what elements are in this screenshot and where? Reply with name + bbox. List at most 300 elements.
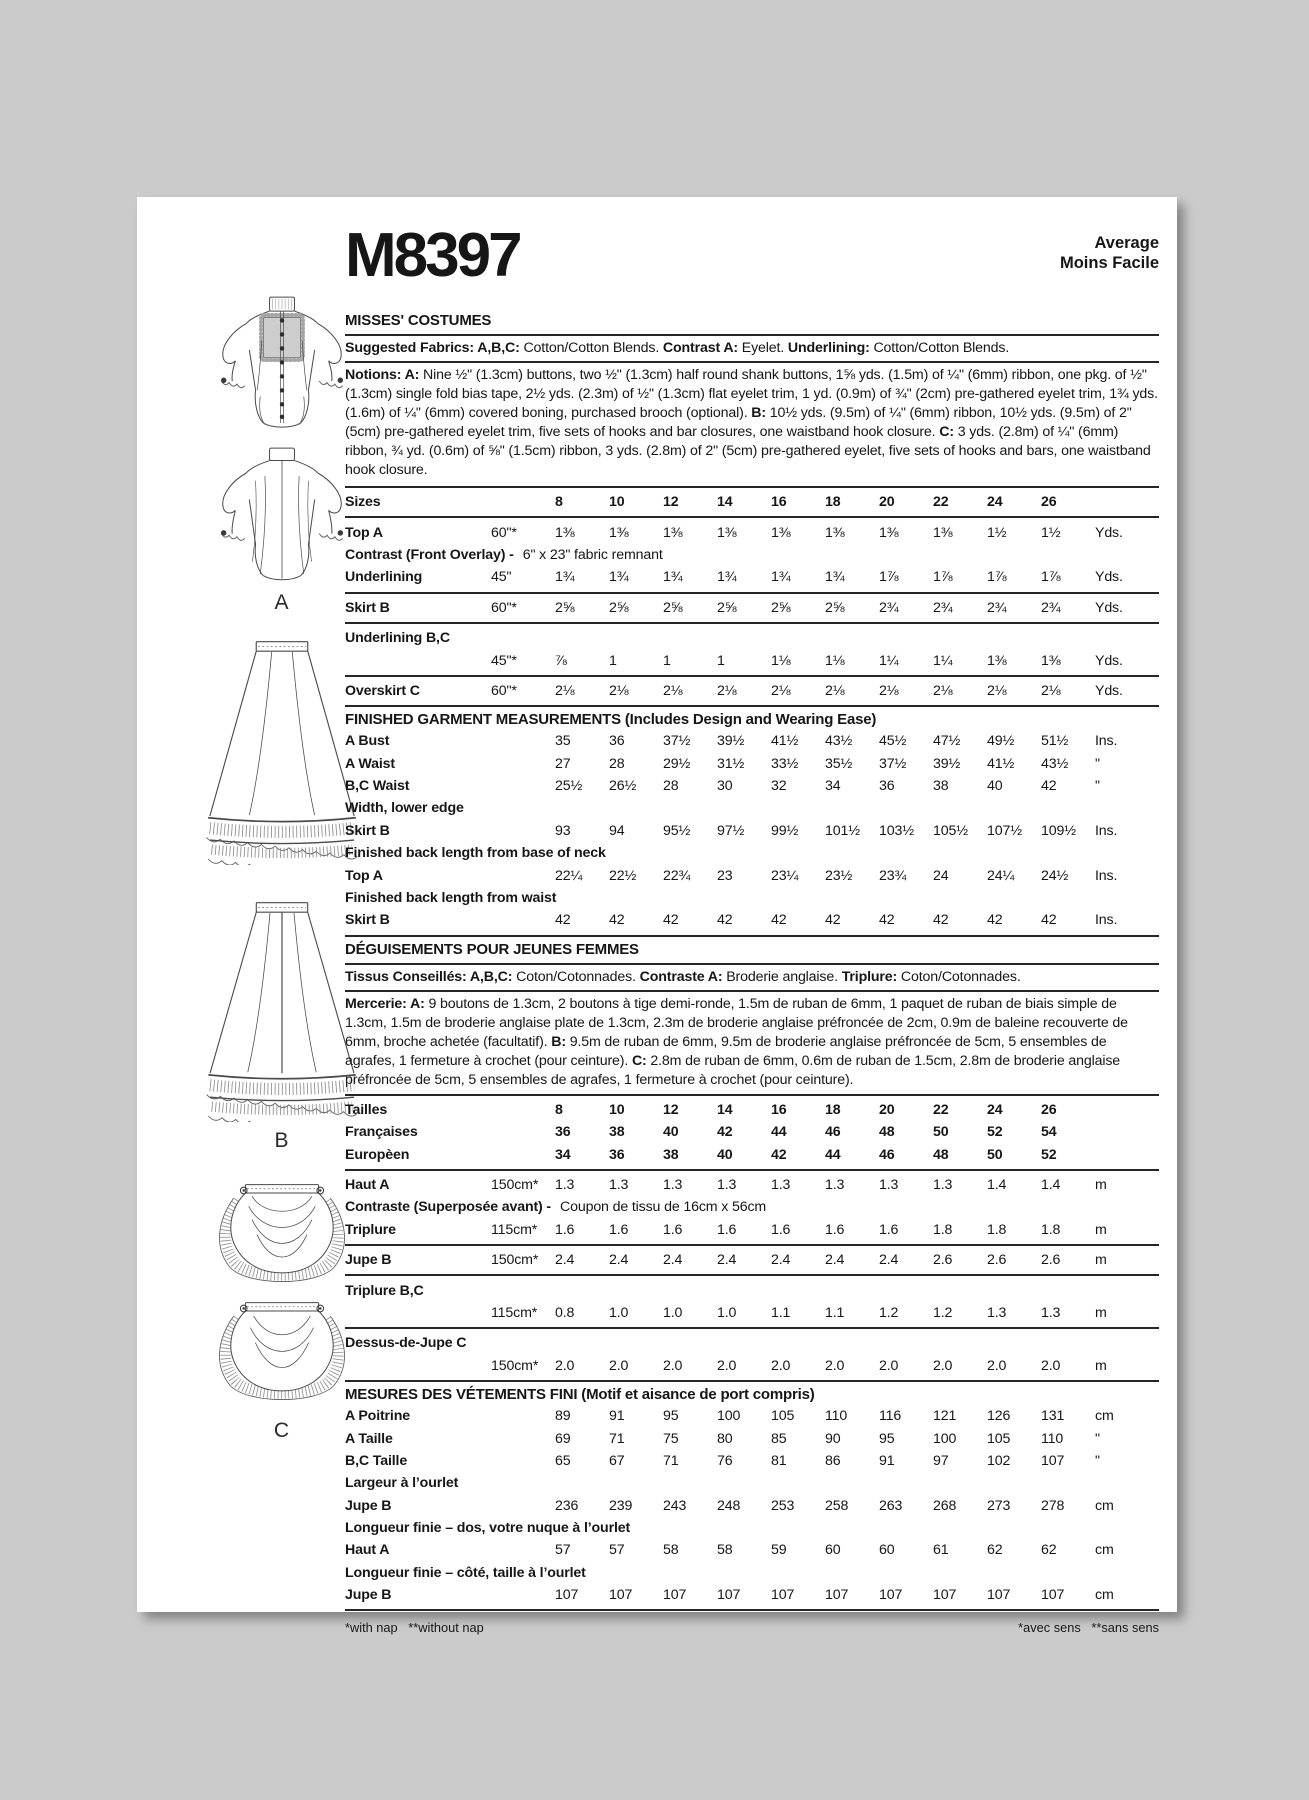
row-subheading: Dessus-de-Jupe C xyxy=(345,1335,467,1352)
cell-value: 107 xyxy=(933,1587,957,1604)
difficulty-english: Average xyxy=(1094,234,1159,252)
yardage-table-en xyxy=(345,486,1159,707)
row-label: Haut A xyxy=(345,1542,390,1559)
divider xyxy=(345,1244,1159,1246)
cell-value: 69 xyxy=(555,1430,571,1447)
cell-value: 1.3 xyxy=(879,1177,899,1193)
cell-value: 1.2 xyxy=(879,1304,899,1321)
cell-value: 1.3 xyxy=(555,1177,575,1193)
cell-value: 37½ xyxy=(663,733,691,750)
cell-value: 58 xyxy=(717,1542,733,1559)
content-column xyxy=(345,221,1159,1636)
row-label: A Taille xyxy=(345,1430,393,1447)
cell-value: 2.6 xyxy=(933,1252,953,1269)
cell-value: 42 xyxy=(771,1146,787,1163)
divider xyxy=(345,1169,1159,1171)
cell-value: 58 xyxy=(663,1542,679,1559)
row-spec: 60"* xyxy=(491,682,517,699)
table-row xyxy=(345,820,1159,842)
cell-value: 45½ xyxy=(879,733,907,750)
table-row xyxy=(345,544,1159,566)
cell-value: 1.4 xyxy=(1041,1177,1061,1193)
cell-value: 105½ xyxy=(933,822,968,839)
divider xyxy=(345,516,1159,518)
cell-value: 1⅛ xyxy=(825,652,845,669)
table-row xyxy=(345,566,1159,588)
cell-value: 0.8 xyxy=(555,1304,575,1321)
divider xyxy=(345,592,1159,594)
row-label: Triplure xyxy=(345,1221,396,1238)
finished-measurements-table-en xyxy=(345,730,1159,937)
cell-value: 107 xyxy=(1041,1587,1065,1604)
row-unit: Yds. xyxy=(1095,682,1123,699)
table-row xyxy=(345,1143,1159,1165)
cell-value: 42 xyxy=(987,912,1003,929)
cell-value: 75 xyxy=(663,1430,679,1447)
cell-value: 42 xyxy=(717,912,733,929)
cell-value: 37½ xyxy=(879,755,907,772)
cell-value: 1⅜ xyxy=(987,652,1007,669)
cell-value: 1.4 xyxy=(987,1177,1007,1193)
row-subheading: Longueur finie – dos, votre nuque à l’ourlet xyxy=(345,1520,631,1537)
row-unit: Yds. xyxy=(1095,599,1123,616)
cell-value: 1.6 xyxy=(717,1221,737,1238)
row-label: Haut A xyxy=(345,1177,390,1193)
cell-value: 1⅞ xyxy=(987,569,1007,586)
cell-value: 239 xyxy=(609,1497,633,1514)
table-row xyxy=(345,1174,1159,1196)
cell-value: 23 xyxy=(717,867,733,884)
row-subheading: Largeur à l’ourlet xyxy=(345,1475,459,1492)
cell-value: 1.8 xyxy=(933,1221,953,1238)
row-label: Françaises xyxy=(345,1124,418,1141)
cell-value: 2.6 xyxy=(1041,1252,1061,1269)
cell-value: 2.0 xyxy=(987,1357,1007,1374)
cell-value: 10 xyxy=(609,1101,625,1118)
cell-value: 2.4 xyxy=(771,1252,791,1269)
row-label: Jupe B xyxy=(345,1252,392,1269)
view-b-back-illustration xyxy=(196,901,368,1122)
cell-value: 1¼ xyxy=(879,652,899,669)
cell-value: 2⅝ xyxy=(771,599,791,616)
cell-value: 50 xyxy=(987,1146,1003,1163)
cell-value: 2.0 xyxy=(609,1357,629,1374)
cell-value: 67 xyxy=(609,1452,625,1469)
cell-value: 97½ xyxy=(717,822,745,839)
cell-value: 57 xyxy=(609,1542,625,1559)
table-row xyxy=(345,1472,1159,1494)
cell-value: 1.3 xyxy=(1041,1304,1061,1321)
cell-value: 24¼ xyxy=(987,867,1015,884)
row-unit: cm xyxy=(1095,1587,1114,1604)
cell-value: 243 xyxy=(663,1497,687,1514)
cell-value: 107 xyxy=(771,1587,795,1604)
row-unit: m xyxy=(1095,1252,1107,1269)
row-unit: cm xyxy=(1095,1542,1114,1559)
cell-value: 38 xyxy=(933,778,949,795)
divider xyxy=(345,1609,1159,1611)
cell-value: 16 xyxy=(771,494,787,511)
cell-value: 1⅜ xyxy=(555,524,575,541)
table-row xyxy=(345,1302,1159,1324)
row-unit: Yds. xyxy=(1095,652,1123,669)
cell-value: 20 xyxy=(879,494,895,511)
cell-value: 1.0 xyxy=(717,1304,737,1321)
cell-value: 1⅜ xyxy=(609,524,629,541)
cell-value: 76 xyxy=(717,1452,733,1469)
cell-value: 100 xyxy=(933,1430,957,1447)
cell-value: 1½ xyxy=(1041,524,1061,541)
cell-value: 62 xyxy=(1041,1542,1057,1559)
row-spec: 150cm* xyxy=(491,1252,539,1269)
cell-value: 2⅛ xyxy=(663,682,683,699)
cell-value: 91 xyxy=(879,1452,895,1469)
cell-value: 1¾ xyxy=(825,569,845,586)
cell-value: 268 xyxy=(933,1497,957,1514)
row-unit: Ins. xyxy=(1095,733,1118,750)
divider xyxy=(345,675,1159,677)
cell-value: 47½ xyxy=(933,733,961,750)
row-label: Sizes xyxy=(345,494,381,511)
cell-value: 1¾ xyxy=(771,569,791,586)
cell-value: 34 xyxy=(825,778,841,795)
cell-value: 236 xyxy=(555,1497,579,1514)
row-label: Contrast (Front Overlay) - xyxy=(345,546,514,563)
cell-value: 48 xyxy=(933,1146,949,1163)
cell-value: 1⅞ xyxy=(879,569,899,586)
table-row xyxy=(345,1196,1159,1218)
row-label: Tailles xyxy=(345,1101,388,1118)
cell-value: 52 xyxy=(1041,1146,1057,1163)
row-unit: " xyxy=(1095,778,1100,795)
row-label: Overskirt C xyxy=(345,682,420,699)
cell-value: 126 xyxy=(987,1408,1011,1425)
cell-value: 36 xyxy=(555,1124,571,1141)
cell-value: 1 xyxy=(609,652,617,669)
cell-value: 102 xyxy=(987,1452,1011,1469)
cell-value: 121 xyxy=(933,1408,957,1425)
cell-value: 2⅛ xyxy=(555,682,575,699)
row-label: Underlining xyxy=(345,569,423,586)
cell-value: 1.3 xyxy=(717,1177,737,1193)
cell-value: 1¾ xyxy=(717,569,737,586)
cell-value: 24 xyxy=(987,1101,1003,1118)
cell-value: 38 xyxy=(609,1124,625,1141)
view-a-label: A xyxy=(274,591,290,614)
cell-value: 2.0 xyxy=(555,1357,575,1374)
cell-value: 42 xyxy=(1041,912,1057,929)
table-row xyxy=(345,1332,1159,1354)
row-label: Top A xyxy=(345,867,383,884)
divider xyxy=(345,622,1159,624)
cell-value: 42 xyxy=(663,912,679,929)
divider xyxy=(345,990,1159,992)
table-row xyxy=(345,842,1159,864)
cell-value: 1.6 xyxy=(825,1221,845,1238)
table-row xyxy=(345,1121,1159,1143)
table-row xyxy=(345,887,1159,909)
cell-value: 61 xyxy=(933,1542,949,1559)
divider xyxy=(345,1094,1159,1096)
row-label: Top A xyxy=(345,524,383,541)
cell-value: 81 xyxy=(771,1452,787,1469)
table-row xyxy=(345,597,1159,619)
view-b-label: B xyxy=(274,1129,290,1152)
cell-value: 35 xyxy=(555,733,571,750)
cell-value: 89 xyxy=(555,1408,571,1425)
cell-value: 41½ xyxy=(987,755,1015,772)
cell-value: 43½ xyxy=(825,733,853,750)
cell-value: 105 xyxy=(987,1430,1011,1447)
cell-value: 107 xyxy=(609,1587,633,1604)
row-label: Jupe B xyxy=(345,1497,392,1514)
cell-value: 1.1 xyxy=(825,1304,845,1321)
cell-value: 28 xyxy=(609,755,625,772)
table-row xyxy=(345,797,1159,819)
cell-value: 23¾ xyxy=(879,867,907,884)
cell-value: 253 xyxy=(771,1497,795,1514)
contrast-bib-overlay xyxy=(263,317,300,357)
table-row xyxy=(345,1539,1159,1561)
row-label: Contraste (Superposée avant) - xyxy=(345,1199,551,1216)
cell-value: 59 xyxy=(771,1542,787,1559)
cell-value: 22¼ xyxy=(555,867,583,884)
divider xyxy=(345,361,1159,363)
row-spec: 150cm* xyxy=(491,1357,539,1374)
table-row xyxy=(345,1584,1159,1606)
cell-value: 1.3 xyxy=(825,1177,845,1193)
table-row xyxy=(345,864,1159,886)
cell-value: 1¾ xyxy=(555,569,575,586)
cell-value: 16 xyxy=(771,1101,787,1118)
cell-value: 14 xyxy=(717,1101,733,1118)
row-label: B,C Waist xyxy=(345,778,410,795)
row-label: Skirt B xyxy=(345,599,390,616)
cell-value: 1.6 xyxy=(771,1221,791,1238)
cell-value: 95½ xyxy=(663,822,691,839)
cell-value: 2.0 xyxy=(771,1357,791,1374)
cell-value: 49½ xyxy=(987,733,1015,750)
cell-value: 95 xyxy=(663,1408,679,1425)
row-note: Coupon de tissu de 16cm x 56cm xyxy=(560,1199,767,1216)
cell-value: 263 xyxy=(879,1497,903,1514)
cell-value: 107 xyxy=(879,1587,903,1604)
cell-value: 44 xyxy=(825,1146,841,1163)
cell-value: 94 xyxy=(609,822,625,839)
divider xyxy=(345,1327,1159,1329)
cell-value: 2.4 xyxy=(879,1252,899,1269)
cell-value: 2⅛ xyxy=(987,682,1007,699)
cell-value: 33½ xyxy=(771,755,799,772)
cell-value: 2.4 xyxy=(663,1252,683,1269)
cell-value: 1.8 xyxy=(987,1221,1007,1238)
cell-value: 42 xyxy=(555,912,571,929)
cell-value: 42 xyxy=(771,912,787,929)
view-c-front-illustration xyxy=(207,1183,357,1287)
table-row xyxy=(345,1249,1159,1271)
cell-value: 2⅛ xyxy=(609,682,629,699)
cell-value: 1⅜ xyxy=(771,524,791,541)
title-bar xyxy=(345,221,1159,290)
divider xyxy=(345,1380,1159,1382)
cell-value: 107 xyxy=(825,1587,849,1604)
cell-value: 1½ xyxy=(987,524,1007,541)
cell-value: 1.6 xyxy=(663,1221,683,1238)
row-label: Skirt B xyxy=(345,912,390,929)
cell-value: 24½ xyxy=(1041,867,1069,884)
cell-value: 107 xyxy=(1041,1452,1065,1469)
row-unit: m xyxy=(1095,1177,1107,1193)
cell-value: 97 xyxy=(933,1452,949,1469)
cell-value: 14 xyxy=(717,494,733,511)
row-note: 6" x 23" fabric remnant xyxy=(522,546,663,563)
table-row xyxy=(345,627,1159,649)
cell-value: 278 xyxy=(1041,1497,1065,1514)
cell-value: 42 xyxy=(1041,778,1057,795)
table-row xyxy=(345,1279,1159,1301)
yardage-table-fr xyxy=(345,1094,1159,1382)
cell-value: 110 xyxy=(825,1408,848,1425)
cell-value: 1.3 xyxy=(771,1177,791,1193)
cell-value: 28 xyxy=(663,778,679,795)
row-unit: cm xyxy=(1095,1497,1114,1514)
cell-value: 1⅜ xyxy=(717,524,737,541)
cell-value: 10 xyxy=(609,494,625,511)
row-subheading: Triplure B,C xyxy=(345,1282,424,1299)
cell-value: 103½ xyxy=(879,822,914,839)
cell-value: 85 xyxy=(771,1430,787,1447)
cell-value: 1⅞ xyxy=(1041,569,1061,586)
row-spec: 115cm* xyxy=(491,1221,538,1238)
footnote-sens: *avec sens **sans sens xyxy=(1018,1620,1159,1636)
divider xyxy=(345,963,1159,965)
cell-value: 62 xyxy=(987,1542,1003,1559)
cell-value: 12 xyxy=(663,494,679,511)
french-section-title: DÉGUISEMENTS POUR JEUNES FEMMES xyxy=(345,940,639,958)
view-b-front-illustration xyxy=(196,640,368,865)
cell-value: 107 xyxy=(555,1587,579,1604)
row-unit: " xyxy=(1095,1430,1100,1447)
cell-value: 18 xyxy=(825,1101,841,1118)
cell-value: 2.6 xyxy=(987,1252,1007,1269)
cell-value: 8 xyxy=(555,1101,563,1118)
cell-value: 93 xyxy=(555,822,571,839)
cell-value: 131 xyxy=(1041,1408,1065,1425)
cell-value: 107 xyxy=(663,1587,687,1604)
cell-value: 90 xyxy=(825,1430,841,1447)
cell-value: 273 xyxy=(987,1497,1011,1514)
cell-value: 116 xyxy=(879,1408,902,1425)
cell-value: 99½ xyxy=(771,822,799,839)
cell-value: 25½ xyxy=(555,778,583,795)
cell-value: 2⅝ xyxy=(609,599,629,616)
cell-value: 46 xyxy=(879,1146,895,1163)
row-unit: Ins. xyxy=(1095,822,1118,839)
row-unit: m xyxy=(1095,1221,1107,1238)
cell-value: 8 xyxy=(555,494,563,511)
table-row xyxy=(345,730,1159,752)
cell-value: 22½ xyxy=(609,867,637,884)
mercerie-paragraph: Mercerie: A: 9 boutons de 1.3cm, 2 boutons à tige demi-ronde, 1.5m de ruban de 6mm, 1 paquet de ruban de biais simple de 1.3cm, 1.5m de broderie anglaise plate de 1.3cm, 2.3m de broderie anglaise préfroncée de 2cm, 0.9m de baleine recouverte de 6mm, broche achetée (facultatif). B: 9.5m de ruban de 6mm, 9.5m de broderie anglaise préfroncée de 5cm, 5 ensembles de agrafes, 1 fermeture à crochet (pour ceinture). C: 2.8m de ruban de 6mm, 0.6m de ruban de 1.5cm, 2.8m de broderie anglaise préfroncée de 5cm, 5 ensembles de agrafes, 1 fermeture à crochet (pour ceinture). xyxy=(345,995,1128,1088)
cell-value: 1 xyxy=(717,652,725,669)
garment-illustrations-column xyxy=(197,197,367,1612)
cell-value: 2¾ xyxy=(1041,599,1061,616)
table-row xyxy=(345,1355,1159,1377)
cell-value: 39½ xyxy=(717,733,745,750)
cell-value: 36 xyxy=(609,1146,625,1163)
row-label: Skirt B xyxy=(345,822,390,839)
cell-value: 2.4 xyxy=(717,1252,737,1269)
divider xyxy=(345,935,1159,937)
cell-value: 44 xyxy=(771,1124,787,1141)
cell-value: 1⅜ xyxy=(879,524,899,541)
row-spec: 60"* xyxy=(491,524,517,541)
cell-value: 1.6 xyxy=(555,1221,575,1238)
cell-value: 65 xyxy=(555,1452,571,1469)
cell-value: 38 xyxy=(663,1146,679,1163)
cell-value: 1.1 xyxy=(771,1304,791,1321)
envelope-page xyxy=(137,197,1177,1636)
row-label: B,C Taille xyxy=(345,1452,408,1469)
divider xyxy=(345,486,1159,488)
row-label: A Waist xyxy=(345,755,395,772)
row-unit: m xyxy=(1095,1357,1107,1374)
cell-value: 23¼ xyxy=(771,867,799,884)
cell-value: 31½ xyxy=(717,755,745,772)
cell-value: 91 xyxy=(609,1408,625,1425)
cell-value: 42 xyxy=(825,912,841,929)
cell-value: 2⅛ xyxy=(825,682,845,699)
cell-value: 24 xyxy=(987,494,1003,511)
cell-value: 105 xyxy=(771,1408,795,1425)
divider xyxy=(345,1274,1159,1276)
cell-value: 258 xyxy=(825,1497,849,1514)
cell-value: 36 xyxy=(879,778,895,795)
cell-value: 24 xyxy=(933,867,949,884)
row-unit: Ins. xyxy=(1095,867,1118,884)
cell-value: 60 xyxy=(879,1542,895,1559)
cell-value: 1⅜ xyxy=(663,524,683,541)
cell-value: 30 xyxy=(717,778,733,795)
cell-value: 26 xyxy=(1041,494,1057,511)
table-row xyxy=(345,649,1159,671)
cell-value: 1⅞ xyxy=(933,569,953,586)
cell-value: 29½ xyxy=(663,755,691,772)
row-spec: 45"* xyxy=(491,652,517,669)
cell-value: 110 xyxy=(1041,1430,1064,1447)
cell-value: 1.3 xyxy=(933,1177,953,1193)
view-c-back-illustration xyxy=(207,1301,357,1405)
cell-value: 20 xyxy=(879,1101,895,1118)
cell-value: 12 xyxy=(663,1101,679,1118)
cell-value: 2⅛ xyxy=(879,682,899,699)
cell-value: 71 xyxy=(663,1452,679,1469)
cell-value: 2.4 xyxy=(825,1252,845,1269)
cell-value: 60 xyxy=(825,1542,841,1559)
cell-value: 42 xyxy=(879,912,895,929)
footnote-nap: *with nap **without nap xyxy=(345,1620,484,1636)
row-unit: " xyxy=(1095,1452,1100,1469)
mesures-table-fr xyxy=(345,1405,1159,1612)
table-row xyxy=(345,775,1159,797)
cell-value: 107 xyxy=(717,1587,741,1604)
cell-value: 42 xyxy=(609,912,625,929)
cell-value: 2⅝ xyxy=(555,599,575,616)
cell-value: 100 xyxy=(717,1408,741,1425)
cell-value: 2¾ xyxy=(987,599,1007,616)
row-label: A Bust xyxy=(345,733,390,750)
cell-value: 1.0 xyxy=(663,1304,683,1321)
